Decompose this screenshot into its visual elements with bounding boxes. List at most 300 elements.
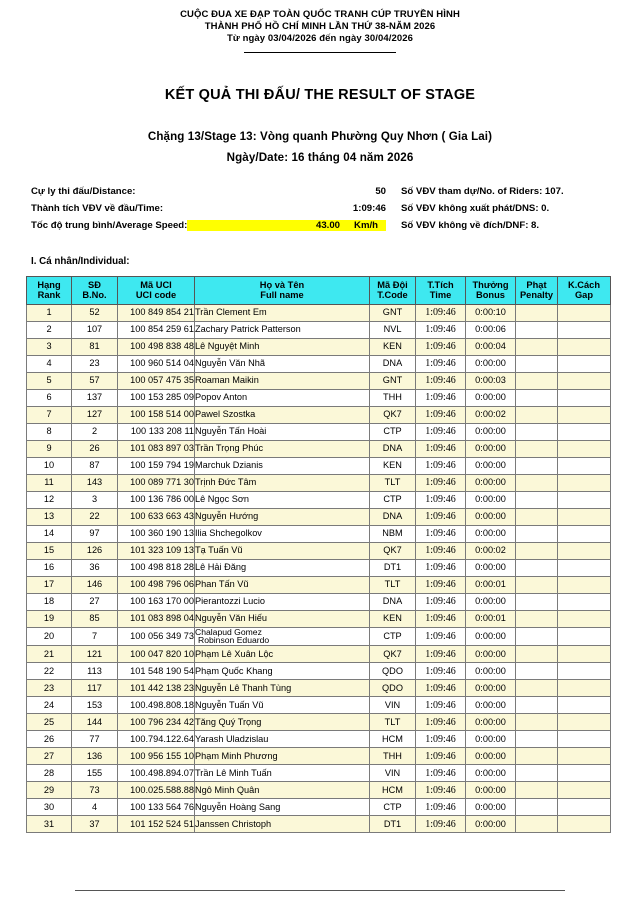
cell-team-code: DNA: [370, 593, 416, 610]
cell-uci-code: 100 360 190 13: [118, 525, 195, 542]
cell-rank: 12: [27, 491, 72, 508]
cell-rank: 6: [27, 389, 72, 406]
stage-info-block: [0, 186, 640, 237]
cell-rank: 31: [27, 816, 72, 833]
cell-team-code: NBM: [370, 525, 416, 542]
cell-uci-code: 100 498 818 28: [118, 559, 195, 576]
average-speed-label: Tốc độ trung bình/Average Speed:: [31, 219, 188, 231]
cell-time: 1:09:46: [416, 474, 466, 491]
cell-team-code: GNT: [370, 304, 416, 321]
cell-time: 1:09:46: [416, 423, 466, 440]
cell-gap: [558, 680, 611, 697]
cell-bonus: 0:00:00: [466, 816, 516, 833]
cell-team-code: GNT: [370, 372, 416, 389]
cell-bib: 87: [72, 457, 118, 474]
cell-rank: 1: [27, 304, 72, 321]
cell-full-name: Lê Ngọc Sơn: [195, 491, 370, 508]
cell-full-name: Phạm Quốc Khang: [195, 663, 370, 680]
cell-penalty: [516, 646, 558, 663]
cell-full-name: Tăng Quý Trọng: [195, 714, 370, 731]
cell-gap: [558, 491, 611, 508]
cell-uci-code: 101 083 898 04: [118, 610, 195, 627]
table-row: [27, 816, 611, 833]
riders-count: Số VĐV tham dự/No. of Riders: 107.: [401, 185, 564, 197]
info-row-distance: [31, 186, 622, 203]
cell-rank: 15: [27, 542, 72, 559]
cell-bib: 77: [72, 731, 118, 748]
cell-rank: 4: [27, 355, 72, 372]
cell-time: 1:09:46: [416, 559, 466, 576]
cell-uci-code: 101 323 109 13: [118, 542, 195, 559]
cell-team-code: KEN: [370, 610, 416, 627]
cell-bib: 155: [72, 765, 118, 782]
table-row: [27, 576, 611, 593]
cell-rank: 8: [27, 423, 72, 440]
cell-bonus: 0:00:00: [466, 748, 516, 765]
table-row: [27, 663, 611, 680]
cell-full-name: Janssen Christoph: [195, 816, 370, 833]
cell-time: 1:09:46: [416, 593, 466, 610]
cell-bib: 143: [72, 474, 118, 491]
cell-time: 1:09:46: [416, 731, 466, 748]
table-row: [27, 525, 611, 542]
cell-uci-code: 100 796 234 42: [118, 714, 195, 731]
cell-penalty: [516, 731, 558, 748]
cell-bib: 4: [72, 799, 118, 816]
table-row: [27, 321, 611, 338]
cell-time: 1:09:46: [416, 406, 466, 423]
cell-bib: 127: [72, 406, 118, 423]
cell-bonus: 0:00:10: [466, 304, 516, 321]
cell-uci-code: 100 159 794 19: [118, 457, 195, 474]
table-row: [27, 406, 611, 423]
cell-bib: 121: [72, 646, 118, 663]
cell-rank: 3: [27, 338, 72, 355]
cell-team-code: VIN: [370, 697, 416, 714]
cell-team-code: CTP: [370, 627, 416, 646]
cell-penalty: [516, 304, 558, 321]
cell-penalty: [516, 714, 558, 731]
table-row: [27, 508, 611, 525]
table-row: [27, 355, 611, 372]
cell-gap: [558, 542, 611, 559]
cell-time: 1:09:46: [416, 338, 466, 355]
cell-bib: 22: [72, 508, 118, 525]
cell-bib: 81: [72, 338, 118, 355]
cell-gap: [558, 440, 611, 457]
cell-bib: 153: [72, 697, 118, 714]
cell-full-name: Tạ Tuấn Vũ: [195, 542, 370, 559]
cell-team-code: DNA: [370, 440, 416, 457]
cell-full-name: Lê Hải Đăng: [195, 559, 370, 576]
cell-rank: 16: [27, 559, 72, 576]
cell-uci-code: 100 960 514 04: [118, 355, 195, 372]
cell-bonus: 0:00:00: [466, 474, 516, 491]
cell-rank: 10: [27, 457, 72, 474]
cell-bonus: 0:00:00: [466, 423, 516, 440]
cell-bib: 146: [72, 576, 118, 593]
cell-uci-code: 100.025.588.88: [118, 782, 195, 799]
cell-uci-code: 100 163 170 00: [118, 593, 195, 610]
col-header-team-code: Mã Đội T.Code: [370, 276, 416, 304]
cell-gap: [558, 782, 611, 799]
cell-full-name: Ilia Shchegolkov: [195, 525, 370, 542]
cell-uci-code: 100.498.808.18: [118, 697, 195, 714]
cell-penalty: [516, 355, 558, 372]
cell-team-code: DNA: [370, 508, 416, 525]
col-header-bonus: Thưởng Bonus: [466, 276, 516, 304]
cell-team-code: VIN: [370, 765, 416, 782]
cell-bonus: 0:00:06: [466, 321, 516, 338]
table-row: [27, 491, 611, 508]
cell-bib: 97: [72, 525, 118, 542]
col-header-bib: SĐ B.No.: [72, 276, 118, 304]
cell-bib: 52: [72, 304, 118, 321]
masthead: [0, 0, 640, 53]
cell-gap: [558, 748, 611, 765]
cell-penalty: [516, 559, 558, 576]
cell-rank: 13: [27, 508, 72, 525]
table-row: [27, 440, 611, 457]
cell-full-name: Nguyễn Hoàng Sang: [195, 799, 370, 816]
cell-uci-code: 100 057 475 35: [118, 372, 195, 389]
table-row: [27, 593, 611, 610]
average-speed-value: 43.00: [316, 219, 341, 231]
cell-uci-code: 100.794.122.64: [118, 731, 195, 748]
cell-full-name: Phan Tấn Vũ: [195, 576, 370, 593]
table-row: [27, 748, 611, 765]
cell-penalty: [516, 457, 558, 474]
cell-gap: [558, 559, 611, 576]
cell-full-name: Roaman Maikin: [195, 372, 370, 389]
table-row: [27, 799, 611, 816]
cell-gap: [558, 697, 611, 714]
cell-rank: 24: [27, 697, 72, 714]
table-row: [27, 542, 611, 559]
cell-penalty: [516, 576, 558, 593]
cell-team-code: QDO: [370, 680, 416, 697]
cell-team-code: HCM: [370, 731, 416, 748]
results-table-wrapper: [0, 276, 640, 834]
cell-time: 1:09:46: [416, 542, 466, 559]
cell-penalty: [516, 474, 558, 491]
cell-uci-code: 100.498.894.07: [118, 765, 195, 782]
cell-team-code: CTP: [370, 799, 416, 816]
cell-full-name: Trần Trọng Phúc: [195, 440, 370, 457]
cell-full-name: Zachary Patrick Patterson: [195, 321, 370, 338]
cell-penalty: [516, 593, 558, 610]
cell-bonus: 0:00:00: [466, 714, 516, 731]
col-header-rank: Hạng Rank: [27, 276, 72, 304]
cell-bib: 126: [72, 542, 118, 559]
cell-uci-code: 100 133 564 76: [118, 799, 195, 816]
cell-penalty: [516, 697, 558, 714]
cell-rank: 18: [27, 593, 72, 610]
table-row: [27, 304, 611, 321]
cell-gap: [558, 576, 611, 593]
table-row: [27, 389, 611, 406]
cell-time: 1:09:46: [416, 646, 466, 663]
cell-uci-code: 100 136 786 00: [118, 491, 195, 508]
cell-bonus: 0:00:00: [466, 355, 516, 372]
cell-gap: [558, 816, 611, 833]
cell-uci-code: 101 083 897 03: [118, 440, 195, 457]
cell-gap: [558, 610, 611, 627]
cell-team-code: DT1: [370, 559, 416, 576]
cell-rank: 7: [27, 406, 72, 423]
cell-uci-code: 101 548 190 54: [118, 663, 195, 680]
info-row-time: [31, 203, 622, 220]
cell-uci-code: 100 133 208 11: [118, 423, 195, 440]
cell-team-code: HCM: [370, 782, 416, 799]
cell-penalty: [516, 338, 558, 355]
cell-bonus: 0:00:02: [466, 542, 516, 559]
average-speed-highlight: [187, 220, 386, 231]
cell-time: 1:09:46: [416, 576, 466, 593]
cell-rank: 11: [27, 474, 72, 491]
cell-team-code: DT1: [370, 816, 416, 833]
cell-bib: 117: [72, 680, 118, 697]
cell-full-name: Nguyễn Lê Thanh Tùng: [195, 680, 370, 697]
cell-uci-code: 101 152 524 51: [118, 816, 195, 833]
cell-penalty: [516, 782, 558, 799]
cell-time: 1:09:46: [416, 525, 466, 542]
cell-gap: [558, 799, 611, 816]
cell-gap: [558, 423, 611, 440]
cell-bonus: 0:00:00: [466, 491, 516, 508]
cell-bib: 73: [72, 782, 118, 799]
cell-time: 1:09:46: [416, 321, 466, 338]
cell-full-name: Chalapud Gomez Robinson Eduardo: [195, 627, 370, 646]
cell-full-name: Yarash Uladzislau: [195, 731, 370, 748]
cell-gap: [558, 321, 611, 338]
cell-uci-code: 100 633 663 43: [118, 508, 195, 525]
cell-bonus: 0:00:00: [466, 782, 516, 799]
cell-penalty: [516, 610, 558, 627]
table-row: [27, 338, 611, 355]
table-row: [27, 627, 611, 646]
cell-penalty: [516, 321, 558, 338]
cell-uci-code: 100 849 854 21: [118, 304, 195, 321]
col-header-full-name: Họ và Tên Full name: [195, 276, 370, 304]
cell-rank: 30: [27, 799, 72, 816]
page-title: KẾT QUẢ THI ĐẤU/ THE RESULT OF STAGE: [164, 86, 476, 103]
cell-team-code: QK7: [370, 406, 416, 423]
cell-time: 1:09:46: [416, 440, 466, 457]
cell-uci-code: 100 158 514 00: [118, 406, 195, 423]
cell-time: 1:09:46: [416, 491, 466, 508]
masthead-line-1: CUỘC ĐUA XE ĐẠP TOÀN QUỐC TRANH CÚP TRUYỀN HÌNH: [180, 9, 460, 20]
cell-bib: 27: [72, 593, 118, 610]
cell-bonus: 0:00:00: [466, 731, 516, 748]
cell-full-name: Nguyễn Tấn Hoài: [195, 423, 370, 440]
table-row: [27, 372, 611, 389]
cell-bib: 3: [72, 491, 118, 508]
info-row-speed: [31, 220, 622, 237]
table-row: [27, 646, 611, 663]
cell-bonus: 0:00:00: [466, 697, 516, 714]
cell-time: 1:09:46: [416, 748, 466, 765]
col-header-penalty: Phạt Penalty: [516, 276, 558, 304]
cell-gap: [558, 663, 611, 680]
results-table-head: [27, 276, 611, 304]
cell-gap: [558, 731, 611, 748]
cell-gap: [558, 474, 611, 491]
cell-rank: 28: [27, 765, 72, 782]
cell-rank: 17: [27, 576, 72, 593]
cell-rank: 2: [27, 321, 72, 338]
cell-bonus: 0:00:00: [466, 593, 516, 610]
cell-rank: 23: [27, 680, 72, 697]
cell-time: 1:09:46: [416, 304, 466, 321]
cell-bib: 23: [72, 355, 118, 372]
cell-rank: 26: [27, 731, 72, 748]
cell-gap: [558, 406, 611, 423]
cell-penalty: [516, 508, 558, 525]
cell-uci-code: 100 153 285 09: [118, 389, 195, 406]
cell-bonus: 0:00:00: [466, 765, 516, 782]
cell-rank: 19: [27, 610, 72, 627]
cell-penalty: [516, 663, 558, 680]
cell-gap: [558, 389, 611, 406]
cell-penalty: [516, 525, 558, 542]
cell-time: 1:09:46: [416, 457, 466, 474]
cell-full-name: Pierantozzi Lucio: [195, 593, 370, 610]
cell-full-name: Nguyễn Văn Nhã: [195, 355, 370, 372]
cell-gap: [558, 304, 611, 321]
cell-bonus: 0:00:01: [466, 576, 516, 593]
time-value: 1:09:46: [352, 202, 386, 214]
masthead-divider: [244, 52, 396, 53]
time-label: Thành tích VĐV về đầu/Time:: [31, 202, 164, 214]
cell-full-name: Trịnh Đức Tâm: [195, 474, 370, 491]
dnf-count: Số VĐV không về đích/DNF: 8.: [401, 219, 540, 231]
cell-bib: 136: [72, 748, 118, 765]
cell-penalty: [516, 389, 558, 406]
cell-gap: [558, 508, 611, 525]
cell-full-name: Lê Nguyệt Minh: [195, 338, 370, 355]
cell-time: 1:09:46: [416, 389, 466, 406]
cell-penalty: [516, 816, 558, 833]
cell-bib: 107: [72, 321, 118, 338]
cell-team-code: KEN: [370, 457, 416, 474]
cell-time: 1:09:46: [416, 355, 466, 372]
table-row: [27, 714, 611, 731]
cell-bib: 137: [72, 389, 118, 406]
cell-team-code: DNA: [370, 355, 416, 372]
cell-time: 1:09:46: [416, 714, 466, 731]
cell-team-code: THH: [370, 748, 416, 765]
cell-bib: 85: [72, 610, 118, 627]
cell-gap: [558, 627, 611, 646]
cell-full-name: Trần Clement Em: [195, 304, 370, 321]
header-row: [27, 276, 611, 304]
cell-bonus: 0:00:01: [466, 610, 516, 627]
cell-team-code: NVL: [370, 321, 416, 338]
cell-team-code: QK7: [370, 646, 416, 663]
cell-gap: [558, 338, 611, 355]
cell-bib: 36: [72, 559, 118, 576]
cell-uci-code: 100 498 838 48: [118, 338, 195, 355]
cell-penalty: [516, 748, 558, 765]
cell-rank: 27: [27, 748, 72, 765]
cell-team-code: TLT: [370, 714, 416, 731]
cell-full-name: Nguyễn Hướng: [195, 508, 370, 525]
cell-uci-code: 100 047 820 10: [118, 646, 195, 663]
cell-penalty: [516, 799, 558, 816]
cell-bib: 7: [72, 627, 118, 646]
table-row: [27, 423, 611, 440]
cell-full-name: Nguyễn Tuấn Vũ: [195, 697, 370, 714]
cell-time: 1:09:46: [416, 508, 466, 525]
cell-bonus: 0:00:00: [466, 525, 516, 542]
cell-time: 1:09:46: [416, 816, 466, 833]
cell-team-code: QDO: [370, 663, 416, 680]
cell-team-code: TLT: [370, 474, 416, 491]
cell-gap: [558, 355, 611, 372]
cell-rank: 29: [27, 782, 72, 799]
cell-bonus: 0:00:00: [466, 680, 516, 697]
cell-team-code: QK7: [370, 542, 416, 559]
cell-uci-code: 100 089 771 30: [118, 474, 195, 491]
cell-time: 1:09:46: [416, 697, 466, 714]
cell-bonus: 0:00:00: [466, 389, 516, 406]
masthead-line-2: THÀNH PHỐ HỒ CHÍ MINH LẦN THỨ 38-NĂM 2026: [204, 21, 436, 33]
cell-rank: 25: [27, 714, 72, 731]
table-row: [27, 457, 611, 474]
cell-rank: 22: [27, 663, 72, 680]
col-header-uci-code: Mã UCI UCI code: [118, 276, 195, 304]
cell-uci-code: 100 956 155 10: [118, 748, 195, 765]
cell-gap: [558, 593, 611, 610]
table-row: [27, 680, 611, 697]
cell-full-name: Marchuk Dzianis: [195, 457, 370, 474]
cell-penalty: [516, 627, 558, 646]
cell-penalty: [516, 765, 558, 782]
cell-bib: 57: [72, 372, 118, 389]
cell-rank: 14: [27, 525, 72, 542]
dns-count: Số VĐV không xuất phát/DNS: 0.: [401, 202, 550, 214]
distance-value: 50: [375, 185, 386, 197]
cell-time: 1:09:46: [416, 765, 466, 782]
cell-time: 1:09:46: [416, 680, 466, 697]
cell-penalty: [516, 542, 558, 559]
section-label-individual: I. Cá nhân/Individual:: [31, 255, 130, 267]
cell-team-code: KEN: [370, 338, 416, 355]
cell-bonus: 0:00:02: [466, 406, 516, 423]
cell-bonus: 0:00:00: [466, 559, 516, 576]
cell-bonus: 0:00:03: [466, 372, 516, 389]
cell-bonus: 0:00:00: [466, 627, 516, 646]
table-row: [27, 610, 611, 627]
cell-time: 1:09:46: [416, 663, 466, 680]
cell-penalty: [516, 406, 558, 423]
cell-full-name: Pawel Szostka: [195, 406, 370, 423]
cell-bonus: 0:00:04: [466, 338, 516, 355]
cell-gap: [558, 457, 611, 474]
cell-rank: 20: [27, 627, 72, 646]
cell-bib: 37: [72, 816, 118, 833]
table-row: [27, 765, 611, 782]
cell-team-code: CTP: [370, 423, 416, 440]
cell-time: 1:09:46: [416, 372, 466, 389]
cell-rank: 5: [27, 372, 72, 389]
cell-full-name: Ngô Minh Quân: [195, 782, 370, 799]
cell-full-name: Trần Lê Minh Tuấn: [195, 765, 370, 782]
cell-uci-code: 100 498 796 06: [118, 576, 195, 593]
cell-bonus: 0:00:00: [466, 440, 516, 457]
cell-gap: [558, 765, 611, 782]
